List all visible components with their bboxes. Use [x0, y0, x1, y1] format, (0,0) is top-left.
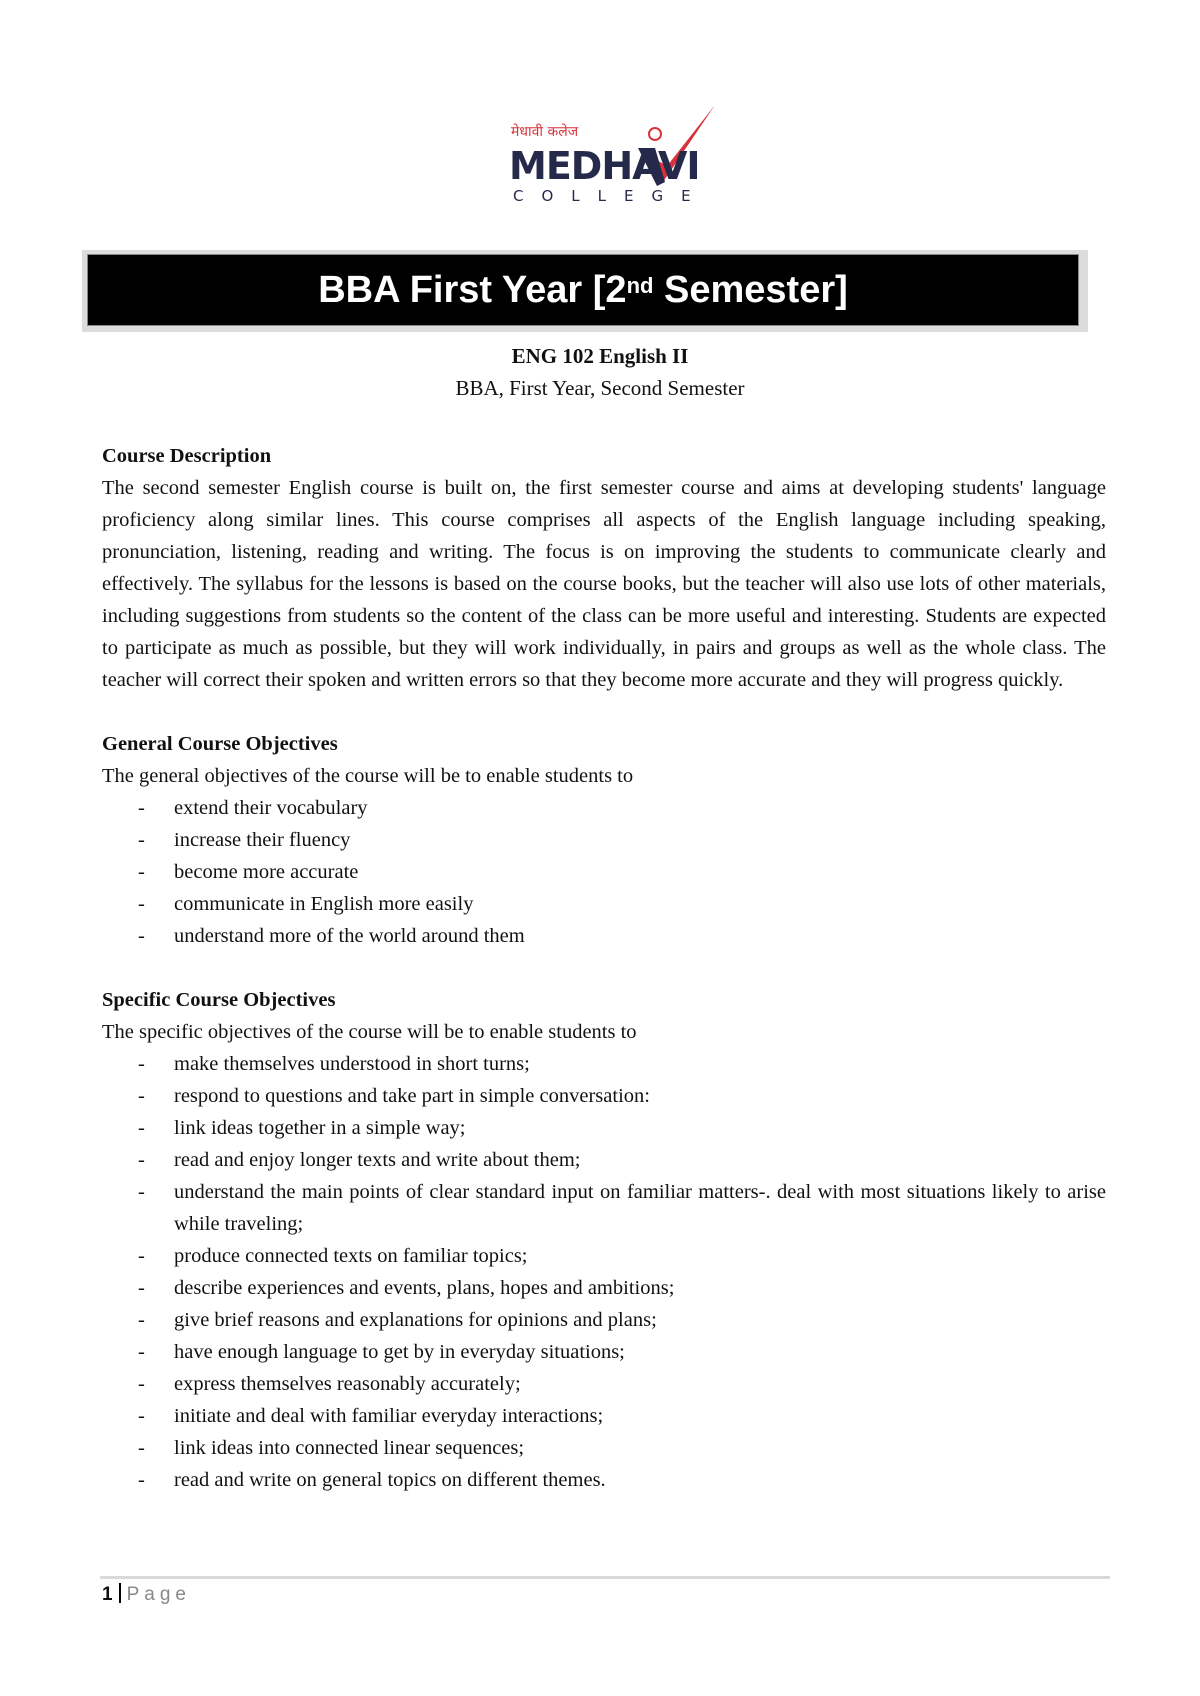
document-body: [102, 440, 1106, 1496]
page-label: Page: [126, 1584, 191, 1605]
list-item: - communicate in English more easily: [102, 888, 1106, 920]
general-objectives-section: [102, 728, 1106, 952]
logo-hindi-text: मेधावी कलेज: [511, 124, 579, 140]
page-footer: [102, 1583, 191, 1606]
logo-name: MEDHAVI: [509, 144, 700, 188]
section-intro: The specific objectives of the course will be to enable students to: [102, 1021, 637, 1043]
list-item: - increase their fluency: [102, 824, 1106, 856]
list-item: - make themselves understood in short turns;: [102, 1048, 1106, 1080]
list-item: - express themselves reasonably accurately;: [102, 1368, 1106, 1400]
section-heading: Specific Course Objectives: [102, 989, 336, 1011]
logo-subtitle: COLLEGE: [513, 187, 709, 205]
list-item: - understand more of the world around them: [102, 920, 1106, 952]
list-item: - link ideas into connected linear sequences;: [102, 1432, 1106, 1464]
section-heading: Course Description: [102, 445, 272, 467]
college-logo: [505, 100, 725, 205]
page-number: 1: [102, 1584, 113, 1605]
general-objectives-list: [102, 792, 1106, 952]
course-title: ENG 102 English II: [511, 344, 689, 368]
footer-divider: [100, 1576, 1110, 1579]
list-item: - initiate and deal with familiar everyday interactions;: [102, 1400, 1106, 1432]
description-text: The second semester English course is built on, the first semester course and aims at developing students' language proficiency along similar lines. This course comprises all aspects of the English language including speaking, pronunciation, listening, reading and writing. The focus is on improving the students to communicate clearly and effectively. The syllabus for the lessons is based on the course books, but the teacher will also use lots of other materials, including suggestions from students so the content of the class can be more useful and interesting. Students are expected to participate as much as possible, but they will work individually, in pairs and groups as well as the whole class. The teacher will correct their spoken and written errors so that they become more accurate and they will progress quickly.: [102, 477, 1106, 691]
list-item: - have enough language to get by in everyday situations;: [102, 1336, 1106, 1368]
specific-objectives-section: [102, 984, 1106, 1496]
list-item: - understand the main points of clear standard input on familiar matters-. deal with most situations likely to arise while traveling;: [102, 1176, 1106, 1240]
list-item: - read and enjoy longer texts and write about them;: [102, 1144, 1106, 1176]
title-banner: [87, 254, 1079, 326]
list-item: - produce connected texts on familiar topics;: [102, 1240, 1106, 1272]
list-item: - describe experiences and events, plans, hopes and ambitions;: [102, 1272, 1106, 1304]
list-item: - link ideas together in a simple way;: [102, 1112, 1106, 1144]
list-item: - extend their vocabulary: [102, 792, 1106, 824]
section-heading: General Course Objectives: [102, 733, 338, 755]
banner-title-sup: nd: [626, 273, 654, 298]
banner-title-start: BBA First Year [2: [318, 268, 627, 311]
list-item: - respond to questions and take part in simple conversation:: [102, 1080, 1106, 1112]
course-subtitle: BBA, First Year, Second Semester: [455, 376, 745, 400]
list-item: - read and write on general topics on different themes.: [102, 1464, 1106, 1496]
banner-title-end: Semester]: [653, 268, 848, 311]
footer-separator: [119, 1583, 121, 1603]
specific-objectives-list: [102, 1048, 1106, 1496]
section-intro: The general objectives of the course will be to enable students to: [102, 765, 634, 787]
list-item: - become more accurate: [102, 856, 1106, 888]
course-description-section: [102, 440, 1106, 696]
list-item: - give brief reasons and explanations for opinions and plans;: [102, 1304, 1106, 1336]
